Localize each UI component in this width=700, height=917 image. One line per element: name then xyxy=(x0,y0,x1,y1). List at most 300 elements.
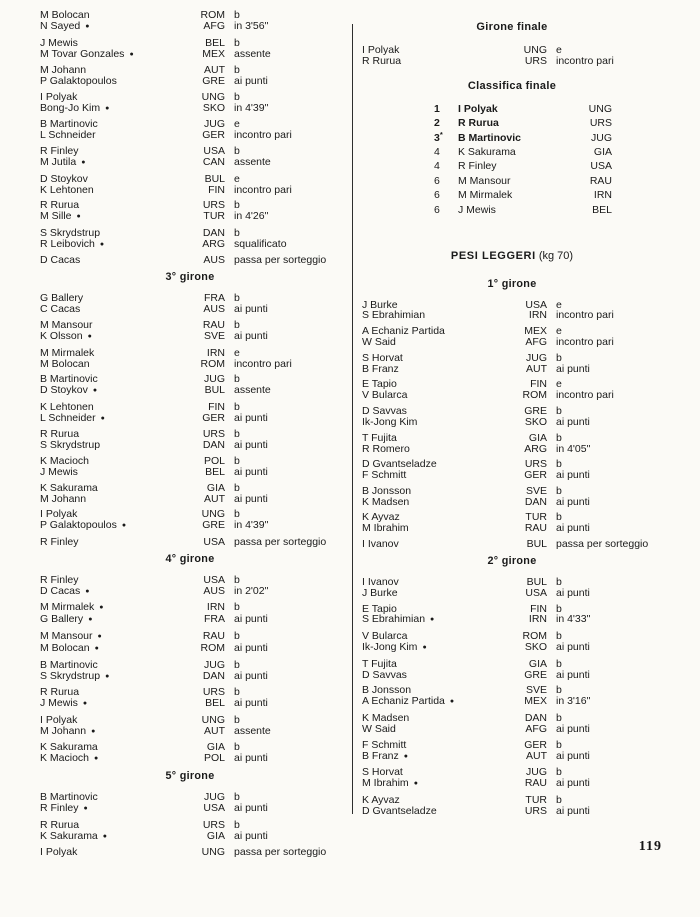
country-code: TUR xyxy=(525,793,547,806)
match-outcome: assente xyxy=(234,47,271,60)
athlete-name: B Martinovic xyxy=(40,118,98,131)
athlete-name: K Ayvaz xyxy=(362,793,400,806)
match-row xyxy=(40,847,340,858)
match-row xyxy=(362,614,662,626)
country-code: IRN xyxy=(206,346,225,359)
match-result-block xyxy=(40,174,340,196)
country-code: URS xyxy=(524,54,547,67)
match-result-block xyxy=(40,792,340,815)
athlete-name-cell xyxy=(40,847,191,858)
athlete-name: I Polyak xyxy=(362,44,400,56)
athlete-name: K Sakurama xyxy=(40,481,98,494)
country-code: SKO xyxy=(524,415,547,428)
country-code: USA xyxy=(525,298,547,311)
country-code: MEX xyxy=(524,325,547,338)
athlete-name: R Rurua xyxy=(40,428,80,441)
athlete-name: M Bolocan xyxy=(40,357,90,370)
match-row xyxy=(362,724,662,735)
country-code: ROM xyxy=(522,389,547,402)
match-outcome: ai punti xyxy=(234,697,268,710)
country-code: GER xyxy=(524,469,547,482)
match-result-block xyxy=(40,119,340,141)
eliminated-dot-icon: ● xyxy=(129,50,134,58)
athlete-name: Ik-Jong Kim xyxy=(362,641,418,654)
country-code: TUR xyxy=(525,511,547,524)
athlete-name: M Tovar Gonzales xyxy=(40,47,125,60)
country-code: GER xyxy=(524,738,547,751)
athlete-name-cell xyxy=(40,76,191,87)
athlete-name: J Mewis xyxy=(40,36,78,49)
match-outcome: e xyxy=(556,44,562,56)
country-code: BUL xyxy=(204,384,225,397)
match-row xyxy=(40,698,340,710)
country-code: FRA xyxy=(204,292,225,305)
match-row xyxy=(362,806,662,817)
match-outcome: b xyxy=(234,373,240,386)
athlete-name: K Madsen xyxy=(362,495,410,508)
country-code: BEL xyxy=(205,36,225,49)
country-code: MEX xyxy=(202,47,225,60)
match-outcome: passa per sorteggio xyxy=(556,538,649,551)
country-code: AUS xyxy=(203,303,225,316)
match-row xyxy=(362,390,662,401)
country-code: IRN xyxy=(528,613,547,626)
country-code: JUG xyxy=(204,791,225,804)
match-result-block xyxy=(40,456,340,478)
athlete-name-cell xyxy=(362,670,513,681)
athlete-name: K Ayvaz xyxy=(362,511,400,524)
match-row xyxy=(40,49,340,61)
country-code: SVE xyxy=(203,329,225,342)
country-code: GIA xyxy=(206,481,225,494)
match-row xyxy=(40,831,340,843)
match-row xyxy=(40,440,340,451)
country-code: ARG xyxy=(524,442,547,455)
match-row xyxy=(40,643,340,655)
rank-asterisk-mark: * xyxy=(439,129,443,139)
match-outcome: passa per sorteggio xyxy=(234,846,327,859)
match-outcome: b xyxy=(556,738,562,751)
match-outcome: b xyxy=(556,602,562,615)
match-outcome: b xyxy=(556,711,562,724)
match-row xyxy=(362,778,662,790)
athlete-name-cell xyxy=(40,49,191,61)
country-code: URS xyxy=(202,199,225,212)
match-result-block xyxy=(362,740,662,763)
athlete-name: J Burke xyxy=(362,298,398,311)
athlete-name: B Franz xyxy=(362,749,399,762)
match-row xyxy=(362,588,662,599)
athlete-name: M Jutila xyxy=(40,155,77,168)
match-outcome: in 4'05" xyxy=(556,442,591,455)
country-code: URS xyxy=(202,818,225,831)
rank-position xyxy=(434,205,454,216)
match-outcome: b xyxy=(556,351,562,364)
match-result-block xyxy=(40,402,340,425)
athlete-name: L Schneider xyxy=(40,129,96,142)
match-row xyxy=(40,803,340,815)
match-row xyxy=(40,726,340,738)
country-code: USA xyxy=(203,535,225,548)
rank-number: 2 xyxy=(434,117,440,130)
country-code: UNG xyxy=(201,846,225,859)
match-result-block xyxy=(362,539,662,550)
match-result-block xyxy=(40,10,340,33)
athlete-name: R Finley xyxy=(40,145,79,158)
country-code: SVE xyxy=(525,484,547,497)
match-row xyxy=(362,523,662,534)
country-code: BEL xyxy=(205,465,225,478)
match-outcome: b xyxy=(234,199,240,212)
match-outcome: ai punti xyxy=(556,469,590,482)
match-row xyxy=(40,21,340,33)
athlete-name-cell xyxy=(362,614,513,626)
rank-position xyxy=(434,161,454,172)
match-outcome: b xyxy=(234,145,240,158)
country-code: USA xyxy=(590,160,612,173)
athlete-name-cell xyxy=(40,753,191,765)
rank-row xyxy=(434,190,612,201)
match-row xyxy=(40,103,340,115)
match-row xyxy=(40,385,340,397)
country-code: POL xyxy=(203,455,225,468)
match-outcome: b xyxy=(234,686,240,699)
country-code: URS xyxy=(202,686,225,699)
athlete-name: I Ivanov xyxy=(362,575,399,588)
eliminated-dot-icon: ● xyxy=(430,616,435,624)
country-code: POL xyxy=(203,752,225,765)
match-outcome: b xyxy=(556,793,562,806)
match-outcome: b xyxy=(556,511,562,524)
country-code: GIA xyxy=(528,431,547,444)
match-row xyxy=(40,575,340,586)
match-outcome: b xyxy=(234,741,240,754)
eliminated-dot-icon: ● xyxy=(105,672,110,680)
athlete-name-cell xyxy=(362,751,513,763)
match-row xyxy=(40,614,340,626)
match-result-block xyxy=(40,575,340,598)
rank-row xyxy=(434,129,612,144)
country-code: RAU xyxy=(202,630,225,642)
rank-row xyxy=(434,205,612,216)
match-outcome: b xyxy=(234,9,240,21)
athlete-name-cell xyxy=(40,21,191,33)
country-code: USA xyxy=(203,802,225,815)
athlete-name-cell xyxy=(40,537,191,548)
match-outcome: squalificato xyxy=(234,237,287,250)
match-result-block xyxy=(40,820,340,843)
athlete-name: K Lehtonen xyxy=(40,183,94,196)
match-outcome: ai punti xyxy=(234,75,268,88)
athlete-name-cell xyxy=(362,470,513,481)
rank-row xyxy=(434,147,612,158)
athlete-name: A Echaniz Partida xyxy=(362,695,445,708)
match-outcome: incontro pari xyxy=(234,357,292,370)
athlete-name-cell xyxy=(362,56,513,67)
rank-position xyxy=(434,190,454,201)
section-heading: Classifica finale xyxy=(467,79,557,92)
match-outcome: e xyxy=(234,172,240,185)
match-outcome: b xyxy=(556,657,562,670)
match-row xyxy=(362,642,662,654)
eliminated-dot-icon: ● xyxy=(449,698,455,706)
rank-number: 4 xyxy=(434,160,440,173)
match-row xyxy=(40,320,340,331)
country-code: AUT xyxy=(204,724,225,737)
match-outcome: in 4'39" xyxy=(234,519,269,532)
match-outcome: in 3'56" xyxy=(234,19,269,32)
match-result-block xyxy=(362,713,662,735)
eliminated-dot-icon: ● xyxy=(422,644,427,652)
weight-class-limit: (kg 70) xyxy=(538,249,574,262)
country-code: GIA xyxy=(206,741,225,754)
athlete-name: B Martinovic xyxy=(40,658,98,671)
match-result-block xyxy=(40,200,340,223)
athlete-name-cell xyxy=(362,806,513,817)
match-outcome: ai punti xyxy=(234,802,268,815)
athlete-name: S Horvat xyxy=(362,351,403,364)
match-row xyxy=(40,211,340,223)
athlete-name: K Macioch xyxy=(40,752,90,765)
athlete-name-cell xyxy=(40,103,191,115)
match-result-block xyxy=(40,429,340,451)
athlete-name: Bong-Jo Kim xyxy=(40,101,101,114)
country-code: USA xyxy=(525,586,547,599)
country-code: UNG xyxy=(201,713,225,726)
athlete-name-cell xyxy=(40,643,191,655)
match-outcome: ai punti xyxy=(234,829,268,842)
eliminated-dot-icon: ● xyxy=(121,522,127,530)
athlete-name-cell xyxy=(362,417,513,428)
country-code: URS xyxy=(524,804,547,817)
country-code: ROM xyxy=(200,641,225,654)
match-outcome: ai punti xyxy=(556,522,590,535)
match-outcome: b xyxy=(234,818,240,831)
athlete-name: K Sakurama xyxy=(40,741,98,754)
eliminated-dot-icon: ● xyxy=(87,332,92,340)
match-result-block xyxy=(362,685,662,708)
athlete-name-cell xyxy=(40,440,191,451)
match-result-block xyxy=(362,577,662,599)
country-code: DAN xyxy=(202,439,225,452)
country-code: TUR xyxy=(203,210,225,223)
match-outcome: in 4'26" xyxy=(234,210,269,223)
match-outcome: ai punti xyxy=(234,641,268,654)
athlete-name: I Polyak xyxy=(40,90,78,103)
match-row xyxy=(40,10,340,21)
match-row xyxy=(40,792,340,803)
athlete-name: M Mirmalek xyxy=(40,601,95,614)
athlete-name: D Cacas xyxy=(40,254,81,267)
athlete-name: M Johann xyxy=(40,492,87,505)
match-outcome: incontro pari xyxy=(556,309,614,322)
athlete-name: G Ballery xyxy=(40,613,84,626)
match-outcome: ai punti xyxy=(556,641,590,654)
match-outcome: ai punti xyxy=(556,495,590,508)
country-code: BEL xyxy=(592,203,612,216)
match-outcome: passa per sorteggio xyxy=(234,535,327,548)
country-code: GRE xyxy=(202,519,225,532)
match-outcome: e xyxy=(556,378,562,391)
match-row xyxy=(362,417,662,428)
weight-class-title xyxy=(362,250,662,262)
match-result-block xyxy=(362,486,662,508)
match-outcome: incontro pari xyxy=(556,54,614,67)
athlete-name: I Polyak xyxy=(40,713,78,726)
athlete-name: W Said xyxy=(362,336,396,349)
match-outcome: b xyxy=(234,658,240,671)
athlete-name: G Ballery xyxy=(40,292,84,305)
match-outcome: b xyxy=(556,404,562,417)
match-result-block xyxy=(362,604,662,627)
athlete-name-cell xyxy=(40,304,191,315)
match-outcome: in 2'02" xyxy=(234,584,269,597)
match-outcome: in 3'16" xyxy=(556,695,591,708)
athlete-name: R Rurua xyxy=(40,818,80,831)
athlete-name: B Franz xyxy=(362,362,399,375)
match-result-block xyxy=(40,847,340,858)
match-row xyxy=(362,459,662,470)
country-code: DAN xyxy=(524,711,547,724)
athlete-name: D Cacas xyxy=(40,584,81,597)
athlete-name: S Ebrahimian xyxy=(362,309,426,322)
match-outcome: ai punti xyxy=(556,804,590,817)
match-outcome: b xyxy=(234,226,240,239)
match-outcome: in 4'39" xyxy=(234,101,269,114)
athlete-name: M Bolocan xyxy=(40,641,90,654)
rank-position xyxy=(434,129,454,144)
match-outcome: in 4'33" xyxy=(556,613,591,626)
athlete-name: V Bularca xyxy=(362,389,408,402)
country-code: URS xyxy=(202,428,225,441)
athlete-name: R Leibovich xyxy=(40,237,95,250)
athlete-name-cell xyxy=(40,671,191,683)
athlete-name-cell xyxy=(40,331,191,343)
rank-row xyxy=(434,176,612,187)
athlete-name: I Polyak xyxy=(458,102,498,115)
country-code: FIN xyxy=(208,183,225,196)
match-outcome: ai punti xyxy=(234,303,268,316)
page-number: 119 xyxy=(638,839,662,854)
athlete-name-cell xyxy=(40,239,191,251)
match-row xyxy=(40,494,340,505)
athlete-name: R Rurua xyxy=(40,686,80,699)
match-row xyxy=(40,157,340,169)
rank-number: 6 xyxy=(434,189,440,202)
match-outcome: b xyxy=(556,766,562,779)
athlete-name-cell xyxy=(362,497,513,508)
country-code: JUG xyxy=(204,373,225,386)
rank-position xyxy=(434,147,454,158)
match-outcome: b xyxy=(234,481,240,494)
match-row xyxy=(362,751,662,763)
athlete-name: S Skrydstrup xyxy=(40,226,101,239)
match-row xyxy=(362,56,662,67)
match-row xyxy=(40,520,340,532)
athlete-name: M Ibrahim xyxy=(362,522,409,535)
athlete-name-cell xyxy=(40,698,191,710)
eliminated-dot-icon: ● xyxy=(94,755,99,763)
eliminated-dot-icon: ● xyxy=(83,805,88,813)
match-result-block xyxy=(40,65,340,87)
country-code: FIN xyxy=(530,378,547,391)
match-outcome: ai punti xyxy=(556,586,590,599)
athlete-name: M Johann xyxy=(40,64,87,77)
eliminated-dot-icon: ● xyxy=(100,414,105,422)
match-outcome: e xyxy=(556,325,562,338)
eliminated-dot-icon: ● xyxy=(76,213,81,221)
country-code: GRE xyxy=(524,668,547,681)
eliminated-dot-icon: ● xyxy=(94,644,99,652)
athlete-name-cell xyxy=(40,385,191,397)
country-code: GRE xyxy=(202,75,225,88)
athlete-name-cell xyxy=(362,724,513,735)
match-result-block xyxy=(362,795,662,817)
match-result-block xyxy=(40,715,340,738)
section-heading: 2° girone xyxy=(487,554,537,567)
match-outcome: incontro pari xyxy=(556,389,614,402)
match-outcome: b xyxy=(556,484,562,497)
section-heading: Girone finale xyxy=(476,21,548,33)
country-code: RAU xyxy=(589,174,612,187)
athlete-name: I Polyak xyxy=(40,846,78,859)
match-row xyxy=(362,696,662,708)
match-row xyxy=(40,671,340,683)
athlete-name: S Horvat xyxy=(362,766,403,779)
athlete-name-cell xyxy=(40,803,191,815)
athlete-name-cell xyxy=(362,778,513,790)
athlete-name-cell xyxy=(40,726,191,738)
athlete-name: J Mewis xyxy=(40,697,78,710)
match-row xyxy=(362,659,662,670)
athlete-name: E Tapio xyxy=(362,602,397,615)
athlete-name: B Martinovic xyxy=(40,791,98,804)
eliminated-dot-icon: ● xyxy=(413,780,418,788)
match-row xyxy=(362,444,662,455)
athlete-name: S Skrydstrup xyxy=(40,669,101,682)
country-code: JUG xyxy=(526,766,547,779)
athlete-name: F Schmitt xyxy=(362,738,407,751)
athlete-name-cell xyxy=(40,831,191,843)
athlete-name: M Mansour xyxy=(40,319,93,331)
eliminated-dot-icon: ● xyxy=(99,240,105,248)
athlete-name: P Galaktopoulos xyxy=(40,519,117,532)
column-divider-rule xyxy=(352,24,353,814)
match-row xyxy=(40,537,340,548)
match-outcome: b xyxy=(234,292,240,305)
match-result-block xyxy=(362,433,662,455)
athlete-name: R Finley xyxy=(458,160,497,173)
left-column xyxy=(40,10,340,863)
final-ranking xyxy=(434,104,612,216)
match-outcome: ai punti xyxy=(234,669,268,682)
country-code: JUG xyxy=(526,351,547,364)
match-outcome: ai punti xyxy=(234,492,268,505)
match-result-block xyxy=(362,379,662,401)
match-row xyxy=(362,353,662,364)
match-outcome: e xyxy=(556,298,562,311)
country-code: FRA xyxy=(204,613,225,626)
athlete-name: F Schmitt xyxy=(362,469,407,482)
eliminated-dot-icon: ● xyxy=(403,752,408,760)
match-outcome: ai punti xyxy=(556,749,590,762)
country-code: IRN xyxy=(206,601,225,614)
country-code: JUG xyxy=(591,131,612,144)
country-code: AFG xyxy=(203,19,225,32)
match-result-block xyxy=(40,742,340,765)
rank-position xyxy=(434,118,454,129)
match-outcome: b xyxy=(234,319,240,331)
